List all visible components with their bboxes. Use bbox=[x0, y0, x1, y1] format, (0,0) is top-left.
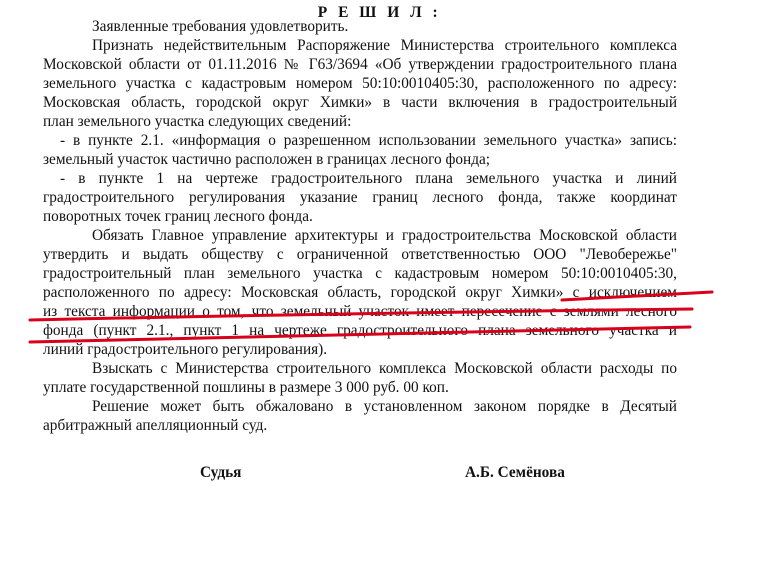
text-line: градостроительного регулирования указание границ лесного фонда, также координат bbox=[43, 189, 677, 206]
text-line: утвердить и выдать обществу с ограниченной ответственностью ООО "Левобережье" bbox=[43, 246, 677, 263]
text-line: линий градостроительного регулирования). bbox=[43, 341, 328, 358]
text-line: земельного участка с кадастровым номером 50:10:0010405:30, расположенного по адресу: bbox=[43, 75, 677, 92]
text-line: Обязать Главное управление архитектуры и градостроительства Московской области bbox=[92, 227, 677, 244]
text-line: - в пункте 2.1. «информация о разрешенном использовании земельного участка» запись: bbox=[60, 132, 677, 149]
text-line: Заявленные требования удовлетворить. bbox=[92, 18, 349, 35]
text-line: уплате государственной пошлины в размере 3 000 руб. 00 коп. bbox=[43, 379, 449, 396]
text-line: план земельного участка следующих сведений: bbox=[43, 113, 352, 130]
text-line: земельный участок частично расположен в границах лесного фонда; bbox=[43, 151, 491, 168]
text-line: Московской области от 01.11.2016 № Г63/3694 «Об утверждении градостроительного плана bbox=[43, 56, 677, 73]
text-line: градостроительный план земельного участка с кадастровым номером 50:10:0010405:30, bbox=[43, 265, 677, 282]
text-line: фонда (пункт 2.1., пункт 1 на чертеже градостроительного плана земельного участка и bbox=[43, 322, 677, 339]
text-line: поворотных точек границ лесного фонда. bbox=[43, 208, 313, 225]
judge-role-label: Судья bbox=[200, 464, 242, 481]
text-line: - в пункте 1 на чертеже градостроительного плана земельного участка и линий bbox=[60, 170, 677, 187]
text-line: Решение может быть обжаловано в установленном законом порядке в Десятый bbox=[92, 398, 677, 415]
text-line: расположенного по адресу: Московская область, городской округ Химки» с исключением bbox=[43, 284, 677, 301]
text-line: Признать недействительным Распоряжение Министерства строительного комплекса bbox=[92, 37, 677, 54]
text-line: арбитражный апелляционный суд. bbox=[43, 417, 268, 434]
text-line: Московская область, городской округ Химки» в части включения в градостроительный bbox=[43, 94, 677, 111]
decision-heading: Р Е Ш И Л : bbox=[317, 4, 442, 21]
text-line: из текста информации о том, что земельный участок имеет пересечение с землями лесного bbox=[43, 303, 677, 320]
judge-name: А.Б. Семёнова bbox=[465, 464, 565, 481]
text-line: Взыскать с Министерства строительного комплекса Московской области расходы по bbox=[92, 360, 677, 377]
